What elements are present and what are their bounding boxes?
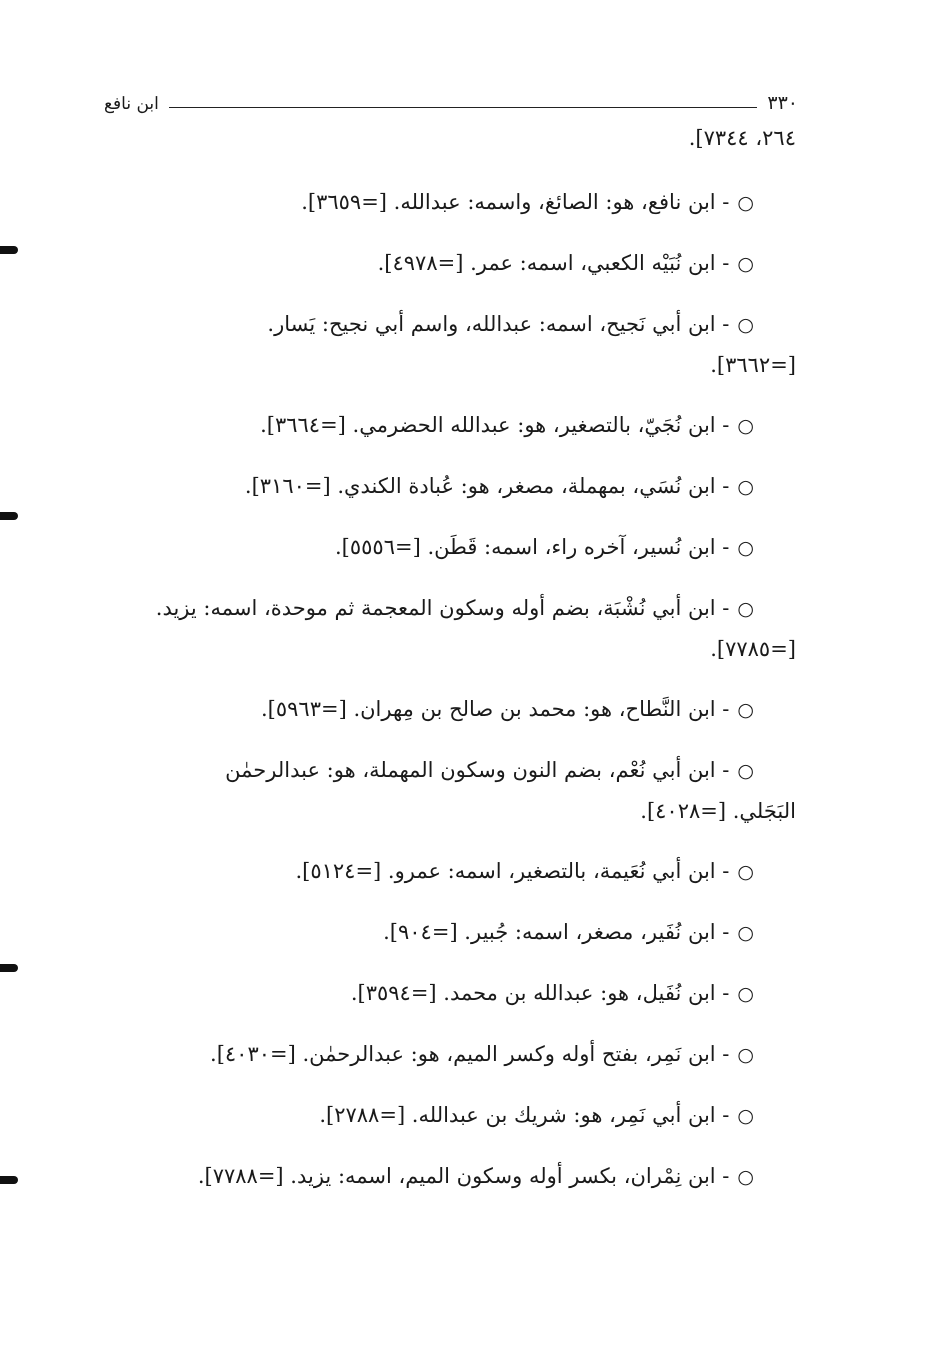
entry-continuation: [=٧٧٨٥]. [710, 637, 796, 661]
circle-bullet-icon: ○ [737, 415, 754, 437]
list-item [106, 912, 796, 953]
entry-continuation: [=٣٦٦٢]. [710, 353, 796, 377]
entry-list [106, 118, 796, 1217]
entry-text: - ابن نِمْران، بكسر أوله وسكون الميم، اسمه: يزيد. [=٧٧٨٨]. [197, 1164, 730, 1188]
list-item [106, 1156, 796, 1197]
entry-text: - ابن أبي نَمِر، هو: شريك بن عبدالله. [=٢٧٨٨]. [319, 1103, 730, 1127]
list-item [106, 588, 796, 669]
continuation-line: ٢٦٤، ٧٣٤٤]. [688, 126, 796, 150]
entry-text: - ابن نُفَيل، هو: عبدالله بن محمد. [=٣٥٩٤]. [350, 981, 730, 1005]
scan-mark [0, 964, 18, 972]
list-item [106, 405, 796, 446]
entry-text: - ابن نُسير، آخره راء، اسمه: قَطَن. [=٥٥٥٦]. [334, 535, 730, 559]
scan-mark [0, 1176, 18, 1184]
circle-bullet-icon: ○ [737, 760, 754, 782]
entry-text: - ابن نُجَيّ، بالتصغير، هو: عبدالله الحضرمي. [=٣٦٦٤]. [260, 413, 730, 437]
circle-bullet-icon: ○ [737, 476, 754, 498]
running-title: ابن نافع [104, 94, 159, 114]
entry-text: - ابن نُبَيْه الكعبي، اسمه: عمر. [=٤٩٧٨]. [377, 251, 730, 275]
entry-text: - ابن نُفَير، مصغر، اسمه: جُبير. [=٩٠٤]. [383, 920, 730, 944]
circle-bullet-icon: ○ [737, 699, 754, 721]
entry-text: - ابن أبي نَجيح، اسمه: عبدالله، واسم أبي نجيح: يَسار. [267, 312, 730, 336]
list-item [106, 243, 796, 284]
circle-bullet-icon: ○ [737, 922, 754, 944]
entry-text: - ابن نَمِر، بفتح أوله وكسر الميم، هو: عبدالرحمٰن. [=٤٠٣٠]. [210, 1042, 730, 1066]
scan-mark [0, 512, 18, 520]
list-item [106, 466, 796, 507]
entry-text: - ابن أبي نُشْبَة، بضم أوله وسكون المعجمة ثم موحدة، اسمه: يزيد. [155, 596, 730, 620]
list-item [106, 527, 796, 568]
circle-bullet-icon: ○ [737, 861, 754, 883]
header-rule [169, 107, 757, 108]
entry-text: - ابن أبي نُعَيمة، بالتصغير، اسمه: عمرو. [=٥١٢٤]. [295, 859, 730, 883]
circle-bullet-icon: ○ [737, 192, 754, 214]
circle-bullet-icon: ○ [737, 1166, 754, 1188]
circle-bullet-icon: ○ [737, 253, 754, 275]
list-item [106, 182, 796, 223]
circle-bullet-icon: ○ [737, 598, 754, 620]
list-item [106, 689, 796, 730]
list-item [106, 750, 796, 831]
circle-bullet-icon: ○ [737, 1044, 754, 1066]
list-item [106, 1034, 796, 1075]
circle-bullet-icon: ○ [737, 1105, 754, 1127]
list-item [106, 1095, 796, 1136]
running-header [104, 84, 798, 114]
list-item [106, 304, 796, 385]
entry-text: - ابن النَّطاح، هو: محمد بن صالح بن مِهران. [=٥٩٦٣]. [260, 697, 730, 721]
page-number: ٣٣٠ [767, 92, 798, 114]
scan-mark [0, 246, 18, 254]
entry-text: - ابن أبي نُعْم، بضم النون وسكون المهملة، هو: عبدالرحمٰن [225, 758, 730, 782]
entry-continuation: البَجَلي. [=٤٠٢٨]. [640, 799, 796, 823]
entry-text: - ابن نافع، هو: الصائغ، واسمه: عبدالله. [=٣٦٥٩]. [301, 190, 730, 214]
circle-bullet-icon: ○ [737, 983, 754, 1005]
circle-bullet-icon: ○ [737, 314, 754, 336]
list-item [106, 851, 796, 892]
entry-text: - ابن نُسَي، بمهملة، مصغر، هو: عُبادة الكندي. [=٣١٦٠]. [244, 474, 730, 498]
circle-bullet-icon: ○ [737, 537, 754, 559]
list-item [106, 973, 796, 1014]
